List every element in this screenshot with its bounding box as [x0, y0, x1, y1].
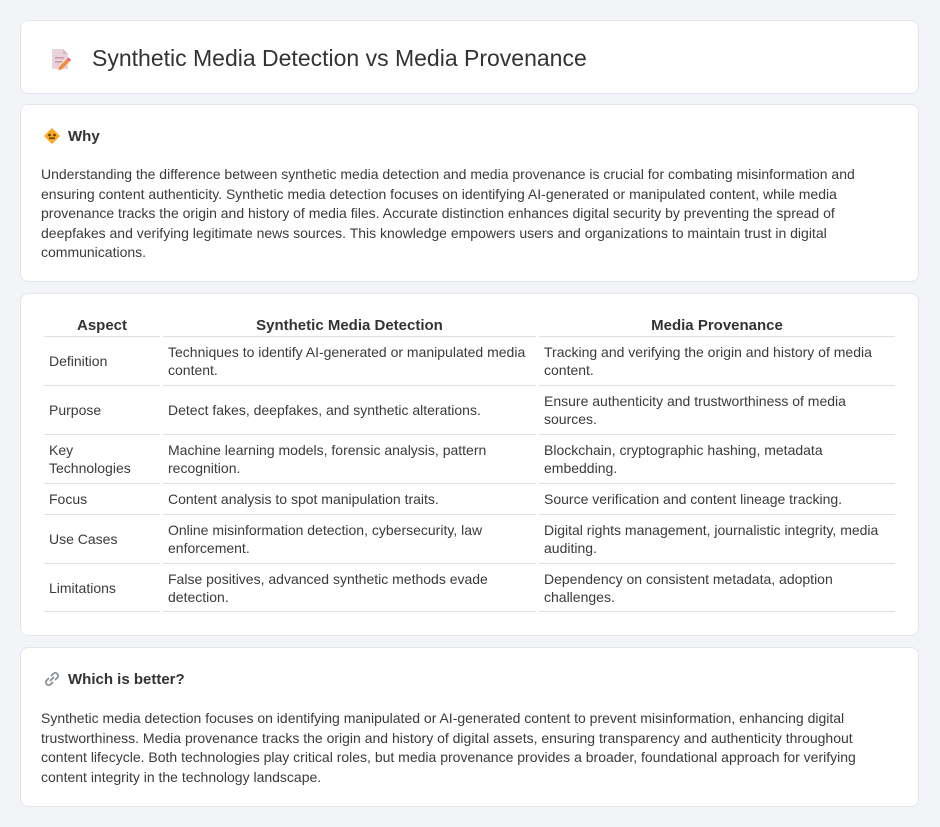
cell-provenance: Tracking and verifying the origin and history of media content. — [539, 336, 895, 385]
cell-aspect: Focus — [44, 483, 160, 514]
better-heading-row — [43, 670, 185, 688]
cell-aspect: Definition — [44, 336, 160, 385]
title-row — [47, 45, 587, 72]
cell-provenance: Digital rights management, journalistic integrity, media auditing. — [539, 514, 895, 563]
cell-detection: False positives, advanced synthetic methods evade detection. — [163, 563, 536, 612]
header-provenance: Media Provenance — [651, 316, 783, 334]
table-header-row — [44, 316, 895, 336]
link-icon — [43, 670, 61, 688]
cell-detection: Detect fakes, deepfakes, and synthetic alterations. — [163, 385, 536, 434]
diamond-sign-icon — [43, 127, 61, 145]
better-card — [20, 647, 919, 807]
cell-aspect: Purpose — [44, 385, 160, 434]
cell-provenance: Source verification and content lineage tracking. — [539, 483, 895, 514]
cell-provenance: Blockchain, cryptographic hashing, metadata embedding. — [539, 434, 895, 483]
header-detection: Synthetic Media Detection — [256, 316, 443, 334]
cell-detection: Techniques to identify AI-generated or manipulated media content. — [163, 336, 536, 385]
cell-aspect: Use Cases — [44, 514, 160, 563]
better-text: Synthetic media detection focuses on identifying manipulated or AI-generated content to prevent misinformation, enhancing digital trustworthiness. Media provenance tracks the origin and history of digital assets, ensuring transparency and authenticity throughout content lifecycle. Both technologies play critical roles, but media provenance provides a broader, foundational approach for verifying content integrity in the technology landscape. — [41, 710, 856, 785]
cell-detection: Online misinformation detection, cybersecurity, law enforcement. — [163, 514, 536, 563]
page-title: Synthetic Media Detection vs Media Provenance — [92, 45, 587, 71]
why-heading: Why — [68, 127, 100, 145]
table-row — [44, 434, 895, 483]
cell-detection: Machine learning models, forensic analysis, pattern recognition. — [163, 434, 536, 483]
better-heading: Which is better? — [68, 670, 185, 688]
why-card — [20, 104, 919, 282]
cell-provenance: Dependency on consistent metadata, adoption challenges. — [539, 563, 895, 612]
comparison-table — [41, 316, 898, 612]
table-row — [44, 385, 895, 434]
document-edit-icon — [47, 46, 73, 72]
table-row — [44, 563, 895, 612]
cell-aspect: Limitations — [44, 563, 160, 612]
table-row — [44, 483, 895, 514]
table-row — [44, 336, 895, 385]
header-aspect: Aspect — [76, 316, 128, 334]
comparison-card — [20, 293, 919, 636]
header-card — [20, 20, 919, 94]
cell-provenance: Ensure authenticity and trustworthiness of media sources. — [539, 385, 895, 434]
table-row — [44, 514, 895, 563]
cell-aspect: Key Technologies — [44, 434, 160, 483]
cell-detection: Content analysis to spot manipulation traits. — [163, 483, 536, 514]
why-text: Understanding the difference between synthetic media detection and media provenance is crucial for combating misinformation and ensuring content authenticity. Synthetic media detection focuses on identifying AI-generated or manipulated content, while media provenance tracks the origin and history of media files. Accurate distinction enhances digital security by preventing the spread of deepfakes and verifying legitimate news sources. This knowledge empowers users and organizations to maintain trust in digital communications. — [41, 166, 855, 260]
why-heading-row — [43, 127, 100, 145]
